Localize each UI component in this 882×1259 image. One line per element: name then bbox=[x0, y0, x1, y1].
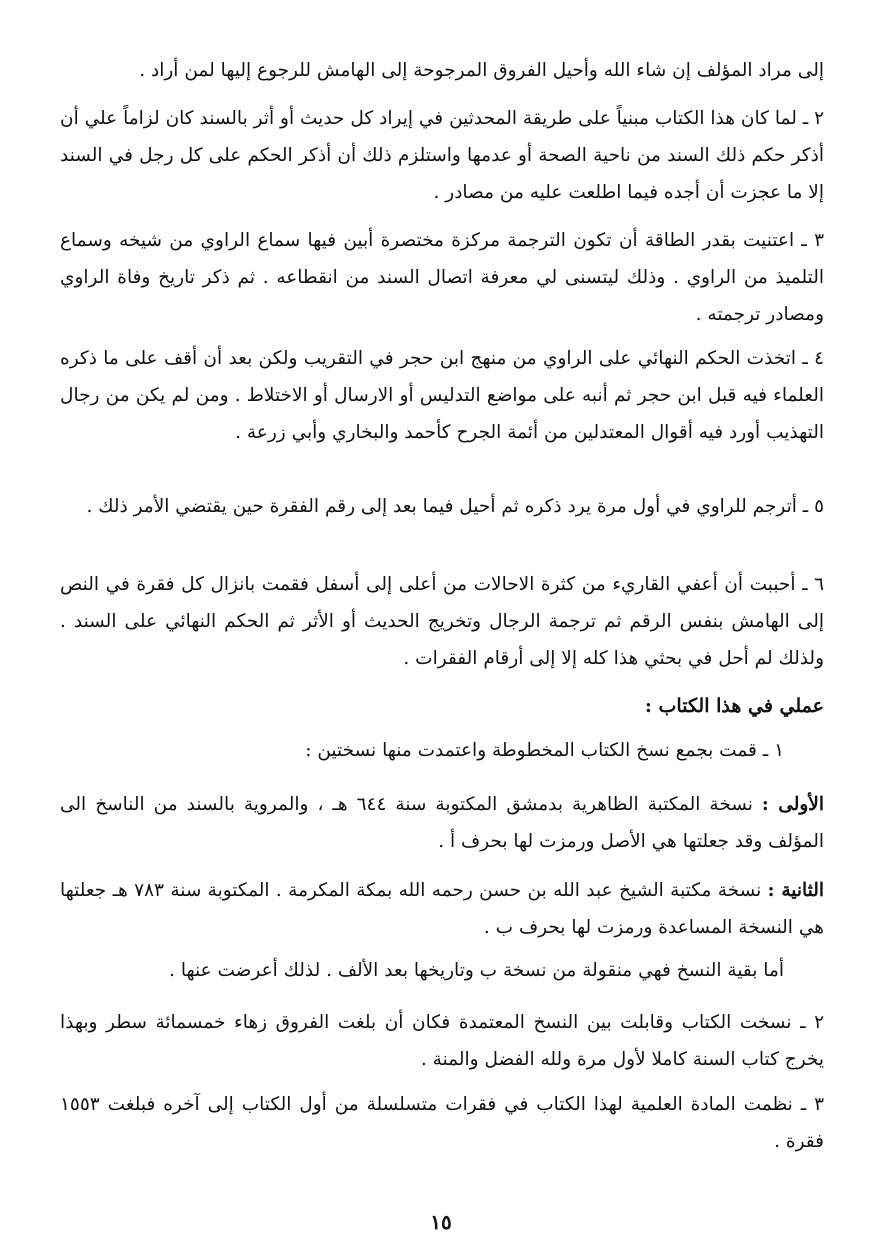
paragraph-item-5 bbox=[60, 488, 824, 525]
manuscript-label: الثانية : bbox=[767, 880, 824, 901]
manuscript-label: الأولى : bbox=[761, 794, 824, 815]
work-item-2 bbox=[60, 1004, 824, 1078]
section-heading: عملي في هذا الكتاب : bbox=[644, 695, 824, 717]
paragraph-text: ٢ ـ لما كان هذا الكتاب مبنياً على طريقة المحدثين في إيراد كل حديث أو أثر بالسند كان لزاماً علي أن أذكر حكم ذلك السند من ناحية الصحة أو عدمها واستلزم ذلك أن أذكر الحكم على كل رجل في السند إلا ما عجزت أن أجده فيما اطلعت عليه من مصادر . bbox=[60, 108, 824, 203]
work-item-1 bbox=[60, 732, 824, 769]
paragraph-text: ٤ ـ اتخذت الحكم النهائي على الراوي من منهج ابن حجر في التقريب ولكن بعد أن أقف على ما ذكره العلماء فيه قبل ابن حجر ثم أنبه على مواضع التدليس أو الارسال أو الاختلاط . ومن لم يكن من رجال التهذيب أورد فيه أقوال المعتدلين من أئمة الجرح كأحمد والبخاري وأبي زرعة . bbox=[60, 348, 824, 443]
paragraph-text: ٣ ـ نظمت المادة العلمية لهذا الكتاب في فقرات متسلسلة من أول الكتاب إلى آخره فبلغت ١٥٥٣ فقرة . bbox=[60, 1094, 824, 1152]
paragraph-text: نسخة المكتبة الظاهرية بدمشق المكتوبة سنة ٦٤٤ هـ ، والمروية بالسند من الناسخ الى المؤلف وقد جعلتها هي الأصل ورمزت لها بحرف أ . bbox=[60, 794, 824, 852]
manuscript-first bbox=[60, 786, 824, 860]
paragraph-text: إلى مراد المؤلف إن شاء الله وأحيل الفروق المرجوحة إلى الهامش للرجوع إليها لمن أراد . bbox=[139, 60, 824, 81]
paragraph-text: ٦ ـ أحببت أن أعفي القاريء من كثرة الاحالات من أعلى إلى أسفل فقمت بانزال كل فقرة في النص إلى الهامش بنفس الرقم ثم ترجمة الرجال وتخريج الحديث أو الأثر ثم الحكم النهائي على السند . ولذلك لم أحل في بحثي هذا كله إلا إلى أرقام الفقرات . bbox=[60, 574, 824, 669]
paragraph-item-3 bbox=[60, 222, 824, 333]
paragraph-text: ١ ـ قمت بجمع نسخ الكتاب المخطوطة واعتمدت منها نسختين : bbox=[305, 740, 784, 761]
paragraph-text: ٢ ـ نسخت الكتاب وقابلت بين النسخ المعتمدة فكان أن بلغت الفروق زهاء خمسمائة سطر وبهذا يخرج كتاب السنة كاملا لأول مرة ولله الفضل والمنة . bbox=[60, 1012, 824, 1070]
paragraph-item-4 bbox=[60, 340, 824, 451]
manuscript-second bbox=[60, 872, 824, 946]
paragraph-text: نسخة مكتبة الشيخ عبد الله بن حسن رحمه الله بمكة المكرمة . المكتوبة سنة ٧٨٣ هـ جعلتها هي النسخة المساعدة ورمزت لها بحرف ب . bbox=[60, 880, 824, 938]
page-number: ١٥ bbox=[430, 1210, 452, 1234]
paragraph-item-2 bbox=[60, 100, 824, 211]
paragraph-continuation bbox=[60, 52, 824, 89]
paragraph-text: ٥ ـ أترجم للراوي في أول مرة يرد ذكره ثم أحيل فيما بعد إلى رقم الفقرة حين يقتضي الأمر ذلك . bbox=[86, 496, 824, 517]
work-item-3 bbox=[60, 1086, 824, 1160]
other-manuscripts bbox=[60, 952, 824, 989]
paragraph-item-6 bbox=[60, 566, 824, 677]
paragraph-text: ٣ ـ اعتنيت بقدر الطاقة أن تكون الترجمة مركزة مختصرة أبين فيها سماع الراوي من شيخه وسماع التلميذ من الراوي . وذلك ليتسنى لي معرفة اتصال السند من انقطاعه . ثم ذكر تاريخ وفاة الراوي ومصادر ترجمته . bbox=[60, 230, 824, 325]
paragraph-text: أما بقية النسخ فهي منقولة من نسخة ب وتاريخها بعد الألف . لذلك أعرضت عنها . bbox=[169, 960, 784, 981]
